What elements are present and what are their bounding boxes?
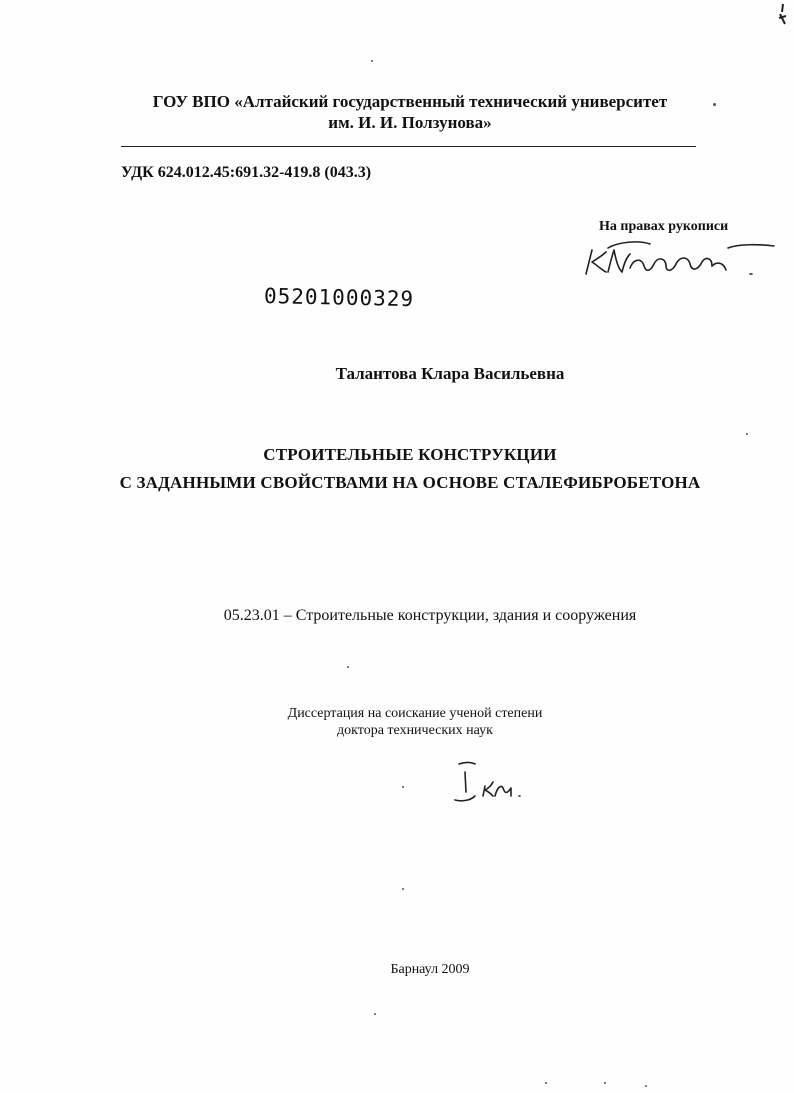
scan-speck xyxy=(545,1082,547,1084)
rights-note: На правах рукописи xyxy=(599,219,729,234)
scan-speck xyxy=(645,1085,647,1087)
city-and-year: Барнаул 2009 xyxy=(390,962,470,977)
author-signature xyxy=(578,234,778,288)
scan-speck xyxy=(371,60,373,62)
degree-statement-line1: Диссертация на соискание ученой степени xyxy=(287,706,543,721)
scan-speck xyxy=(402,786,404,788)
dissertation-title-line2: С ЗАДАННЫМИ СВОЙСТВАМИ НА ОСНОВЕ СТАЛЕФИБРОБЕТОНА xyxy=(119,473,701,492)
udk-code: УДК 624.012.45:691.32-419.8 (043.3) xyxy=(121,164,372,181)
author-name: Талантова Клара Васильевна xyxy=(335,364,565,383)
scan-speck xyxy=(746,433,748,435)
organization-name-line1: ГОУ ВПО «Алтайский государственный технический университет xyxy=(152,92,668,111)
degree-statement-line2: доктора технических наук xyxy=(337,723,493,738)
scan-speck xyxy=(604,1082,606,1084)
initials-mark xyxy=(445,758,545,810)
edge-mark xyxy=(776,2,790,28)
specialty-code: 05.23.01 – Строительные конструкции, здания и сооружения xyxy=(223,607,637,624)
scan-speck xyxy=(374,1013,376,1015)
dissertation-title-line1: СТРОИТЕЛЬНЫЕ КОНСТРУКЦИИ xyxy=(263,445,557,464)
registration-number: 05201000329 xyxy=(263,284,415,312)
scan-speck xyxy=(402,888,404,890)
organization-name-line2: им. И. И. Ползунова» xyxy=(328,113,492,132)
scan-speck xyxy=(713,103,716,106)
scan-speck xyxy=(347,666,349,668)
header-divider xyxy=(121,146,696,147)
